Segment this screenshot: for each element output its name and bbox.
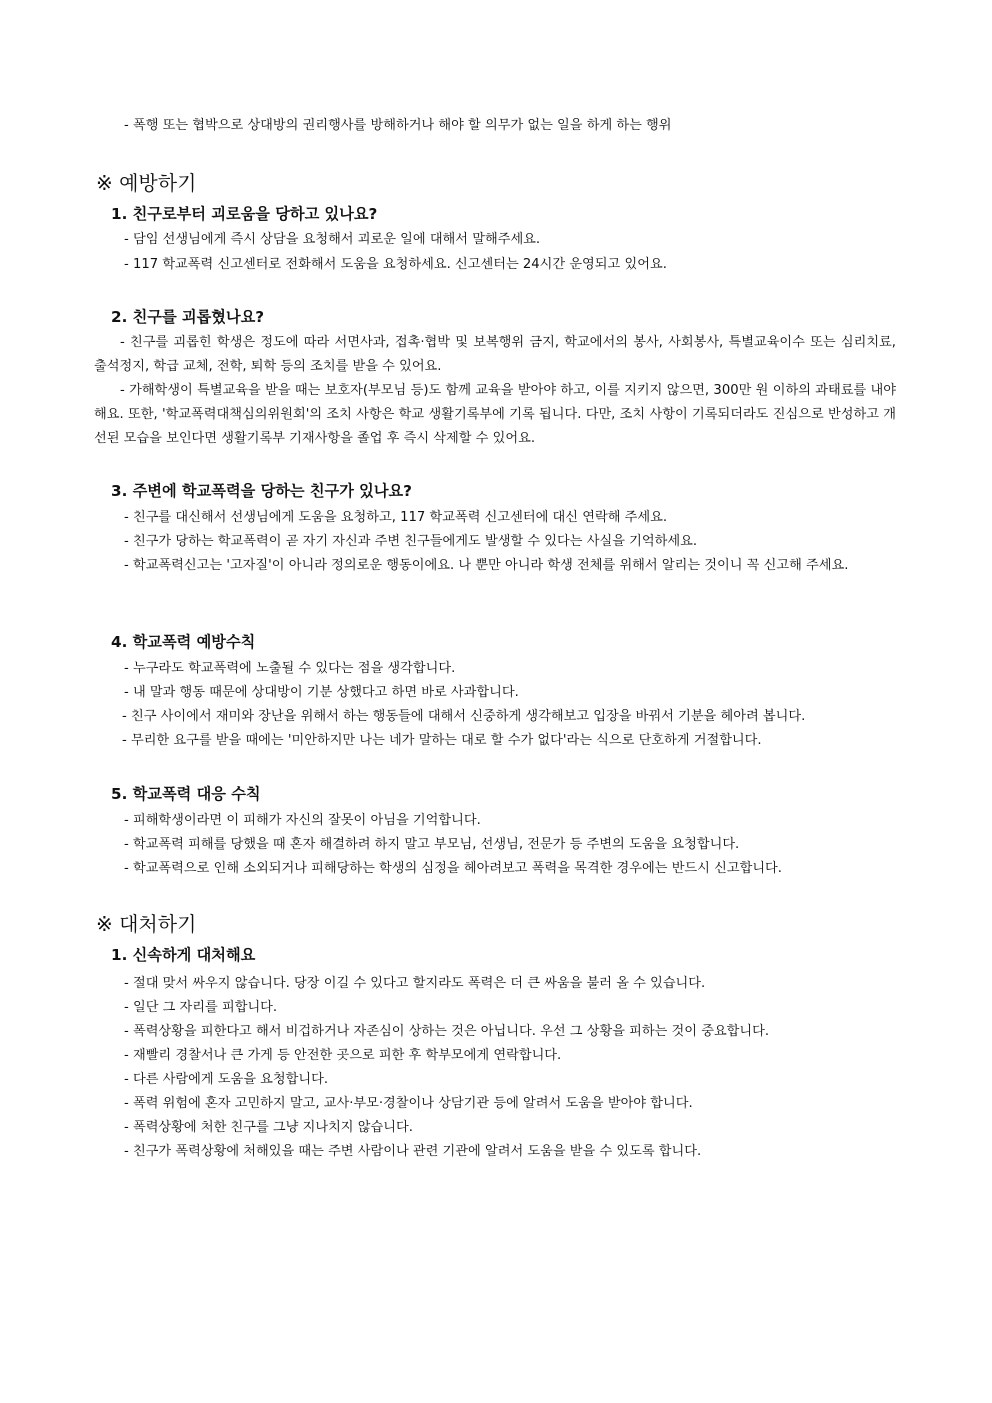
list-item: - 학교폭력으로 인해 소외되거나 피해당하는 학생의 심정을 헤아려보고 폭력을 목격한 경우에는 반드시 신고합니다. [124, 861, 782, 876]
list-item: - 재빨리 경찰서나 큰 가게 등 안전한 곳으로 피한 후 학부모에게 연락합니다. [124, 1048, 562, 1063]
subheading-q1: 1. 친구로부터 괴로움을 당하고 있나요? [111, 205, 378, 223]
list-item: - 절대 맞서 싸우지 않습니다. 당장 이길 수 있다고 할지라도 폭력은 더 큰 싸움을 불러 올 수 있습니다. [124, 976, 706, 991]
list-item: - 폭력 위험에 혼자 고민하지 말고, 교사·부모·경찰이나 상담기관 등에 알려서 도움을 받아야 합니다. [124, 1096, 693, 1111]
list-item: - 내 말과 행동 때문에 상대방이 기분 상했다고 하면 바로 사과합니다. [124, 685, 519, 700]
list-item: - 친구 사이에서 재미와 장난을 위해서 하는 행동들에 대해서 신중하게 생각해보고 입장을 바꿔서 기분을 헤아려 봅니다. [122, 709, 806, 724]
subheading-q2: 2. 친구를 괴롭혔나요? [111, 308, 265, 326]
paragraph: - 가해학생이 특별교육을 받을 때는 보호자(부모님 등)도 함께 교육을 받아야 하고, 이를 지키지 않으면, 300만 원 이하의 과태료를 내야해요. 또한, '학교폭력대책심의위원회'의 조치 사항은 학교 생활기록부에 기록 됩니다. 다만, 조치 사항이 기록되더라도 진심으로 반성하고 개선된 모습을 보인다면 생활기록부 기재사항을 졸업 후 즉시 삭제할 수 있어요. [94, 383, 896, 446]
subheading-q5: 5. 학교폭력 대응 수칙 [111, 785, 261, 803]
list-item: - 친구가 폭력상황에 처해있을 때는 주변 사람이나 관련 기관에 알려서 도움을 받을 수 있도록 합니다. [124, 1144, 702, 1159]
section-heading-response: ※ 대처하기 [96, 912, 197, 936]
list-item: - 다른 사람에게 도움을 요청합니다. [124, 1072, 329, 1087]
section-heading-prevention: ※ 예방하기 [96, 171, 197, 195]
list-item: - 학교폭력 피해를 당했을 때 혼자 해결하려 하지 말고 부모님, 선생님, 전문가 등 주변의 도움을 요청합니다. [124, 837, 740, 852]
list-item: - 친구가 당하는 학교폭력이 곧 자기 자신과 주변 친구들에게도 발생할 수 있다는 사실을 기억하세요. [124, 534, 698, 549]
list-item: - 친구를 대신해서 선생님에게 도움을 요청하고, 117 학교폭력 신고센터에 대신 연락해 주세요. [124, 510, 668, 525]
subheading-response-q1: 1. 신속하게 대처해요 [111, 946, 256, 964]
list-item: - 폭력상황에 처한 친구를 그냥 지나치지 않습니다. [124, 1120, 413, 1135]
list-item: - 일단 그 자리를 피합니다. [124, 1000, 278, 1015]
subheading-q4: 4. 학교폭력 예방수칙 [111, 633, 256, 651]
subheading-q3: 3. 주변에 학교폭력을 당하는 친구가 있나요? [111, 482, 412, 500]
list-item: - 무리한 요구를 받을 때에는 '미안하지만 나는 네가 말하는 대로 할 수가 없다'라는 식으로 단호하게 거절합니다. [122, 733, 762, 748]
list-item: - 117 학교폭력 신고센터로 전화해서 도움을 요청하세요. 신고센터는 24시간 운영되고 있어요. [124, 257, 667, 272]
list-item: - 담임 선생님에게 즉시 상담을 요청해서 괴로운 일에 대해서 말해주세요. [124, 232, 541, 247]
intro-line: - 폭행 또는 협박으로 상대방의 권리행사를 방해하거나 해야 할 의무가 없는 일을 하게 하는 행위 [124, 118, 672, 133]
list-item: - 폭력상황을 피한다고 해서 비겁하거나 자존심이 상하는 것은 아닙니다. 우선 그 상황을 피하는 것이 중요합니다. [124, 1024, 770, 1039]
paragraph: - 친구를 괴롭힌 학생은 정도에 따라 서면사과, 접촉·협박 및 보복행위 금지, 학교에서의 봉사, 사회봉사, 특별교육이수 또는 심리치료, 출석정지, 학급 교체, 전학, 퇴학 등의 조치를 받을 수 있어요. [94, 335, 896, 374]
list-item: - 누구라도 학교폭력에 노출될 수 있다는 점을 생각합니다. [124, 661, 456, 676]
list-item: - 피해학생이라면 이 피해가 자신의 잘못이 아님을 기억합니다. [124, 813, 481, 828]
paragraph: - 학교폭력신고는 '고자질'이 아니라 정의로운 행동이에요. 나 뿐만 아니라 학생 전체를 위해서 알리는 것이니 꼭 신고해 주세요. [124, 558, 849, 573]
